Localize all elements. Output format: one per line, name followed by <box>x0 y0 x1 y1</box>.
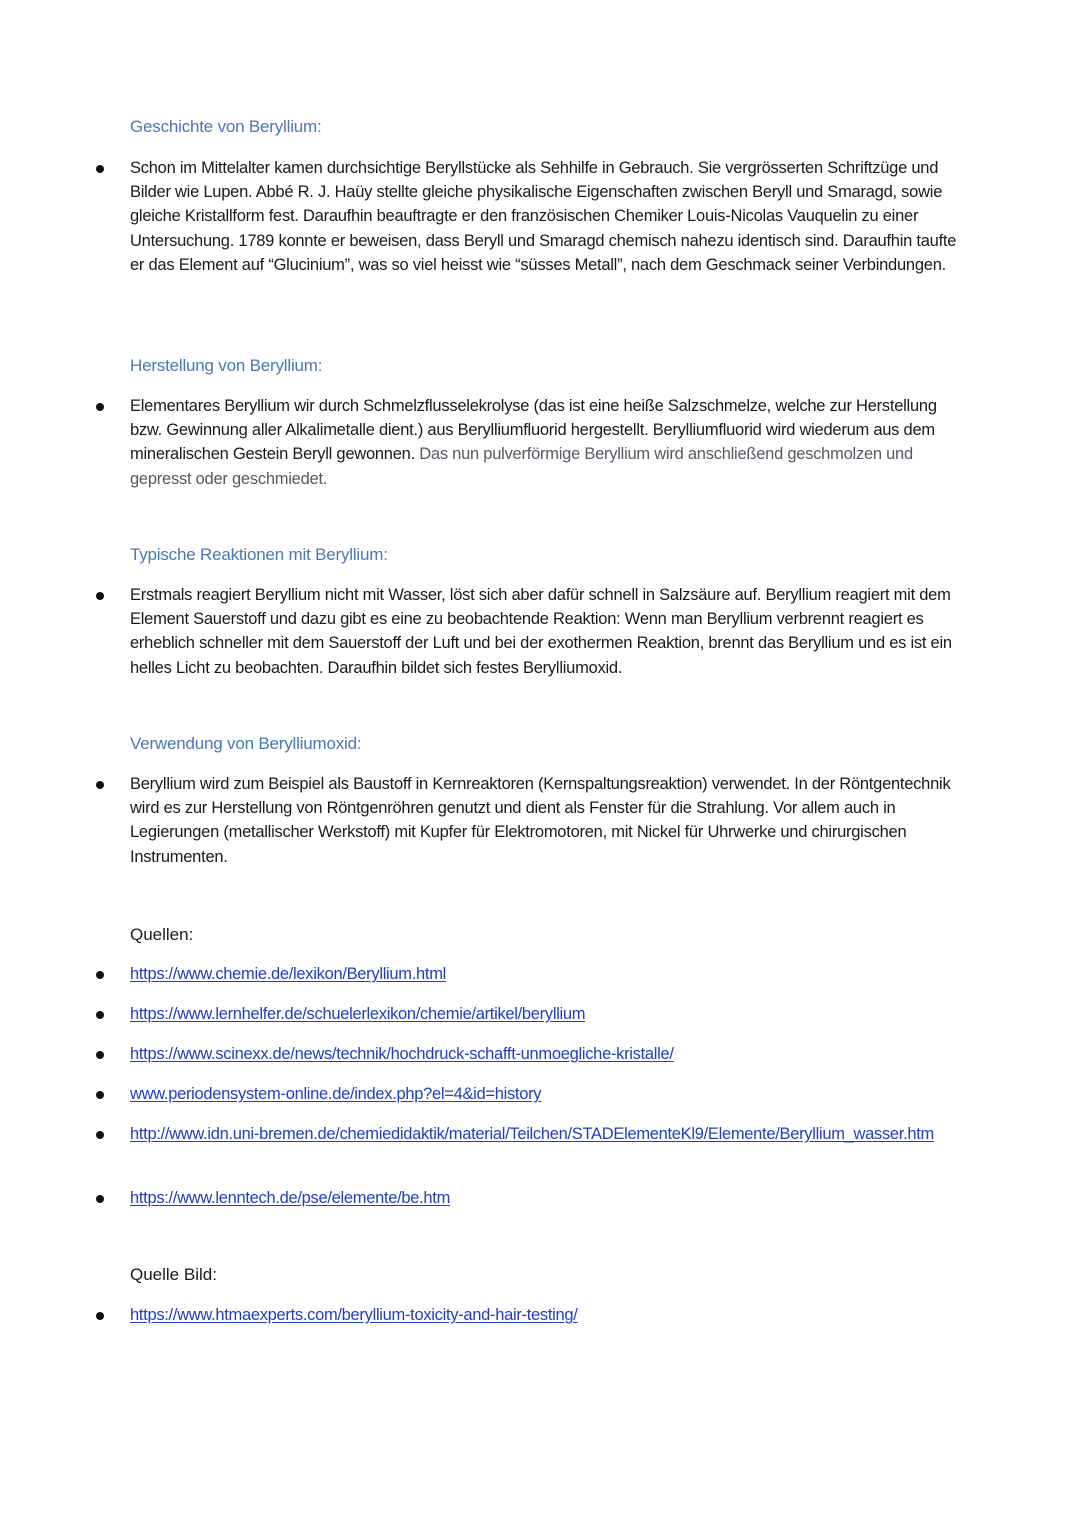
section-paragraph: Schon im Mittelalter kamen durchsichtige Beryllstücke als Sehhilfe in Gebrauch. Sie vergrösserten Schriftzüge und Bilder wie Lupen. Abbé R. J. Haüy stellte gleiche physikalische Eigenschaften zwischen Beryll und Smaragd, sowie gleiche Kristallform fest. Daraufhin beauftragte er den französischen Chemiker Louis-Nicolas Vauquelin zu einer Untersuchung. 1789 konnte er beweisen, dass Beryll und Smaragd chemisch nahezu identisch sind. Daraufhin taufte er das Element auf “Glucinium”, was so viel heisst wie “süsses Metall”, nach dem Geschmack seiner Verbindungen. <box>130 159 957 274</box>
bullet-icon <box>96 1011 104 1019</box>
section-heading: Verwendung von Berylliumoxid: <box>130 734 362 753</box>
bullet-icon <box>96 1312 104 1320</box>
section-paragraph: Erstmals reagiert Beryllium nicht mit Wasser, löst sich aber dafür schnell in Salzsäure auf. Beryllium reagiert mit dem Element Sauerstoff und dazu gibt es eine zu beobachtende Reaktion: Wenn man Beryllium verbrennt reagiert es erheblich schneller mit dem Sauerstoff der Luft und bei der exothermen Reaktion, brennt das Beryllium und es ist ein helles Licht zu beobachten. Daraufhin bildet sich festes Berylliumoxid. <box>130 586 952 677</box>
bullet-icon <box>96 165 104 173</box>
bullet-icon <box>96 1091 104 1099</box>
section-paragraph: Beryllium wird zum Beispiel als Baustoff in Kernreaktoren (Kernspaltungsreaktion) verwendet. In der Röntgentechnik wird es zur Herstellung von Röntgenröhren genutzt und dient als Fenster für die Strahlung. Vor allem auch in Legierungen (metallischer Werkstoff) mit Kupfer für Elektromotoren, mit Nickel für Uhrwerke und chirurgischen Instrumenten. <box>130 775 951 866</box>
image-source-link[interactable]: https://www.htmaexperts.com/beryllium-toxicity-and-hair-testing/ <box>130 1306 578 1324</box>
sources-label: Quellen: <box>130 925 194 944</box>
bullet-icon <box>96 971 104 979</box>
image-source-label: Quelle Bild: <box>130 1265 217 1284</box>
section-heading: Herstellung von Beryllium: <box>130 356 323 375</box>
section-heading: Typische Reaktionen mit Beryllium: <box>130 545 388 564</box>
bullet-icon <box>96 1051 104 1059</box>
source-link[interactable]: http://www.idn.uni-bremen.de/chemiedidaktik/material/Teilchen/STADElementeKl9/Elemente/Beryllium_wasser.htm <box>130 1125 934 1143</box>
source-link[interactable]: www.periodensystem-online.de/index.php?el=4&id=history <box>130 1085 542 1103</box>
source-link[interactable]: https://www.scinexx.de/news/technik/hochdruck-schafft-unmoegliche-kristalle/ <box>130 1045 674 1063</box>
bullet-icon <box>96 592 104 600</box>
bullet-icon <box>96 1131 104 1139</box>
section-heading: Geschichte von Beryllium: <box>130 117 322 136</box>
paragraph-text: Elementares Beryllium wir durch Schmelzflusselekrolyse (das ist eine heiße Salzschmelze, welche zur Herstellung bzw. Gewinnung aller Alkalimetalle dient.) aus Berylliumfluorid hergestellt. Berylliumfluorid wird wiederum aus dem mineralischen Gestein Beryll gewonnen. <box>130 397 937 464</box>
paragraph-text-grey: Das nun pulverförmige Beryllium wird anschließend geschmolzen und gepresst oder geschmiedet. <box>130 445 913 488</box>
bullet-icon <box>96 1195 104 1203</box>
source-link[interactable]: https://www.chemie.de/lexikon/Beryllium.html <box>130 965 447 983</box>
source-link[interactable]: https://www.lernhelfer.de/schuelerlexikon/chemie/artikel/beryllium <box>130 1005 586 1023</box>
bullet-icon <box>96 403 104 411</box>
bullet-icon <box>96 781 104 789</box>
section-paragraph <box>130 394 960 491</box>
source-link[interactable]: https://www.lenntech.de/pse/elemente/be.htm <box>130 1189 451 1207</box>
